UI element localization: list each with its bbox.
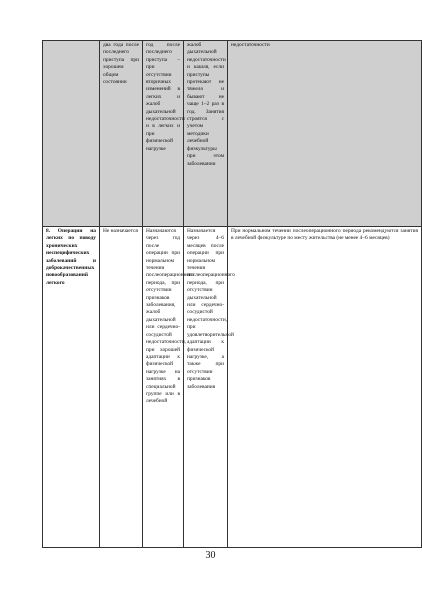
cell-disease: 8. Операции на легких по поводу хронических неспецифических заболеваний и доброкачественных новообразований легкого xyxy=(43,227,100,548)
cell-col3: Назначаются через год после операции при нормальном течении послеоперационного периода, при отсутствии признаков заболевания, жалоб дыхательной или сердечно-сосудистой недостаточности, при хорошей адаптации к физической нагрузке на занятиях в специальной группе или в лечебной xyxy=(143,227,184,548)
cell-col3: год после последнего приступа – при отсутствии вторичных изменений в легких и жалоб дыхательной недостаточности и в легких и при физической нагрузке xyxy=(143,41,184,227)
table-row-continuation xyxy=(43,41,422,227)
cell-col5: недостаточности xyxy=(228,41,422,227)
cell-col4: Назначается через 4–6 месяцев после операции при нормальном течении послеоперационного периода, при отсутствии дыхательной или сердечно-сосудистой недостаточности, при удовлетворительной адаптации к физической нагрузке, а также при отсутствии признаков заболевания xyxy=(184,227,228,548)
cell-col2: Не назначается xyxy=(100,227,143,548)
cell-col2: два года после последнего приступа при хорошем общем состоянии xyxy=(100,41,143,227)
table-row-8 xyxy=(43,227,422,548)
cell-col4: жалоб дыхательной недостаточности и кашля, если приступы протекают не тяжело и бывают не чаще 1–2 раз в год. Занятия строятся с учетом методики лечебной физкультуры при этом заболевании xyxy=(184,41,228,227)
cell-disease xyxy=(43,41,100,227)
recommendations-table xyxy=(42,40,421,547)
cell-col5: При нормальном течении послеоперационного периода рекомендуются занятия в лечебной физкультуре по месту жительства (не менее 4–6 месяцев) xyxy=(228,227,422,548)
page-number: 30 xyxy=(205,550,216,561)
